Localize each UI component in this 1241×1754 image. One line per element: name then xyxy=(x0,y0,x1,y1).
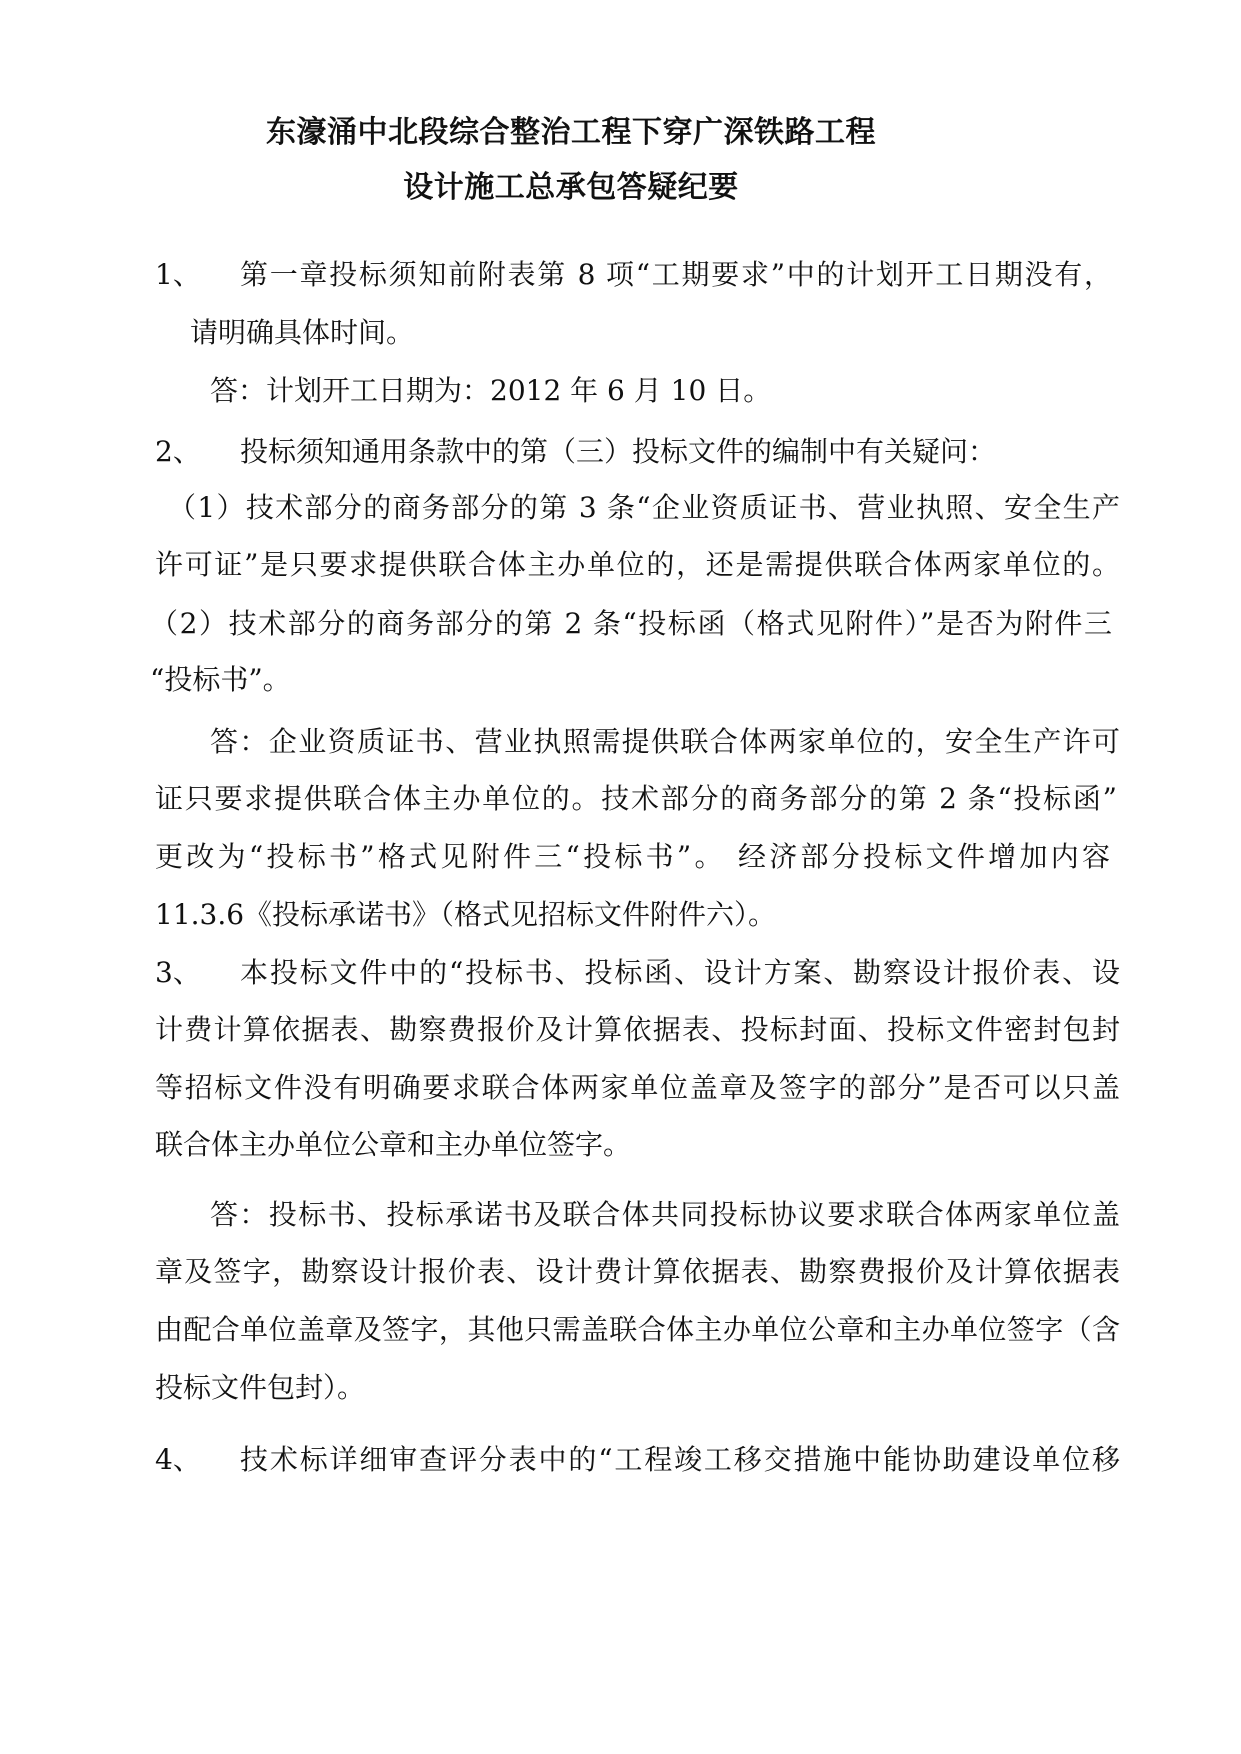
item2-question-line: 许可证”是只要求提供联合体主办单位的，还是需提供联合体两家单位的。 xyxy=(155,548,1120,581)
item3-question-line: 计费计算依据表、勘察费报价及计算依据表、投标封面、投标文件密封包封 xyxy=(155,1013,1120,1046)
item2-question-line: （2）技术部分的商务部分的第 2 条“投标函（格式见附件）”是否为附件三 xyxy=(150,607,1112,640)
item1-number: 1、 xyxy=(155,258,201,291)
item2-answer-line: 证只要求提供联合体主办单位的。技术部分的商务部分的第 2 条“投标函” xyxy=(155,782,1117,815)
document-title-line1: 东濠涌中北段综合整治工程下穿广深铁路工程 xyxy=(266,115,876,150)
item3-question-line: 本投标文件中的“投标书、投标函、设计方案、勘察设计报价表、设 xyxy=(240,956,1120,989)
item2-answer-line: 11.3.6《投标承诺书》（格式见招标文件附件六）。 xyxy=(155,898,777,931)
item4-number: 4、 xyxy=(155,1443,201,1476)
item2-question-line: “投标书”。 xyxy=(150,663,291,696)
item4-question-line: 技术标详细审查评分表中的“工程竣工移交措施中能协助建设单位移 xyxy=(240,1443,1120,1476)
item1-question-line: 请明确具体时间。 xyxy=(190,316,415,349)
item3-question-line: 等招标文件没有明确要求联合体两家单位盖章及签字的部分”是否可以只盖 xyxy=(155,1071,1120,1104)
item3-answer-line: 章及签字，勘察设计报价表、设计费计算依据表、勘察费报价及计算依据表 xyxy=(155,1255,1120,1288)
item2-answer-line: 更改为“投标书”格式见附件三“投标书”。 经济部分投标文件增加内容 xyxy=(155,840,1110,873)
item3-answer-line: 投标文件包封）。 xyxy=(155,1371,366,1404)
item3-answer-line: 由配合单位盖章及签字，其他只需盖联合体主办单位公章和主办单位签字（含 xyxy=(155,1313,1120,1346)
document-title-line2: 设计施工总承包答疑纪要 xyxy=(403,170,739,205)
item2-answer-line: 答：企业资质证书、营业执照需提供联合体两家单位的，安全生产许可 xyxy=(210,725,1120,758)
item1-question-line: 第一章投标须知前附表第 8 项“工期要求”中的计划开工日期没有， xyxy=(240,258,1112,291)
item2-question-line: 投标须知通用条款中的第（三）投标文件的编制中有关疑问： xyxy=(240,435,997,468)
item3-answer-line: 答：投标书、投标承诺书及联合体共同投标协议要求联合体两家单位盖 xyxy=(210,1198,1120,1231)
item1-answer-line: 答：计划开工日期为：2012 年 6 月 10 日。 xyxy=(210,374,772,407)
item3-number: 3、 xyxy=(155,956,201,989)
item2-number: 2、 xyxy=(155,435,201,468)
item3-question-line: 联合体主办单位公章和主办单位签字。 xyxy=(155,1128,632,1161)
item2-question-line: （1）技术部分的商务部分的第 3 条“企业资质证书、营业执照、安全生产 xyxy=(168,491,1120,524)
